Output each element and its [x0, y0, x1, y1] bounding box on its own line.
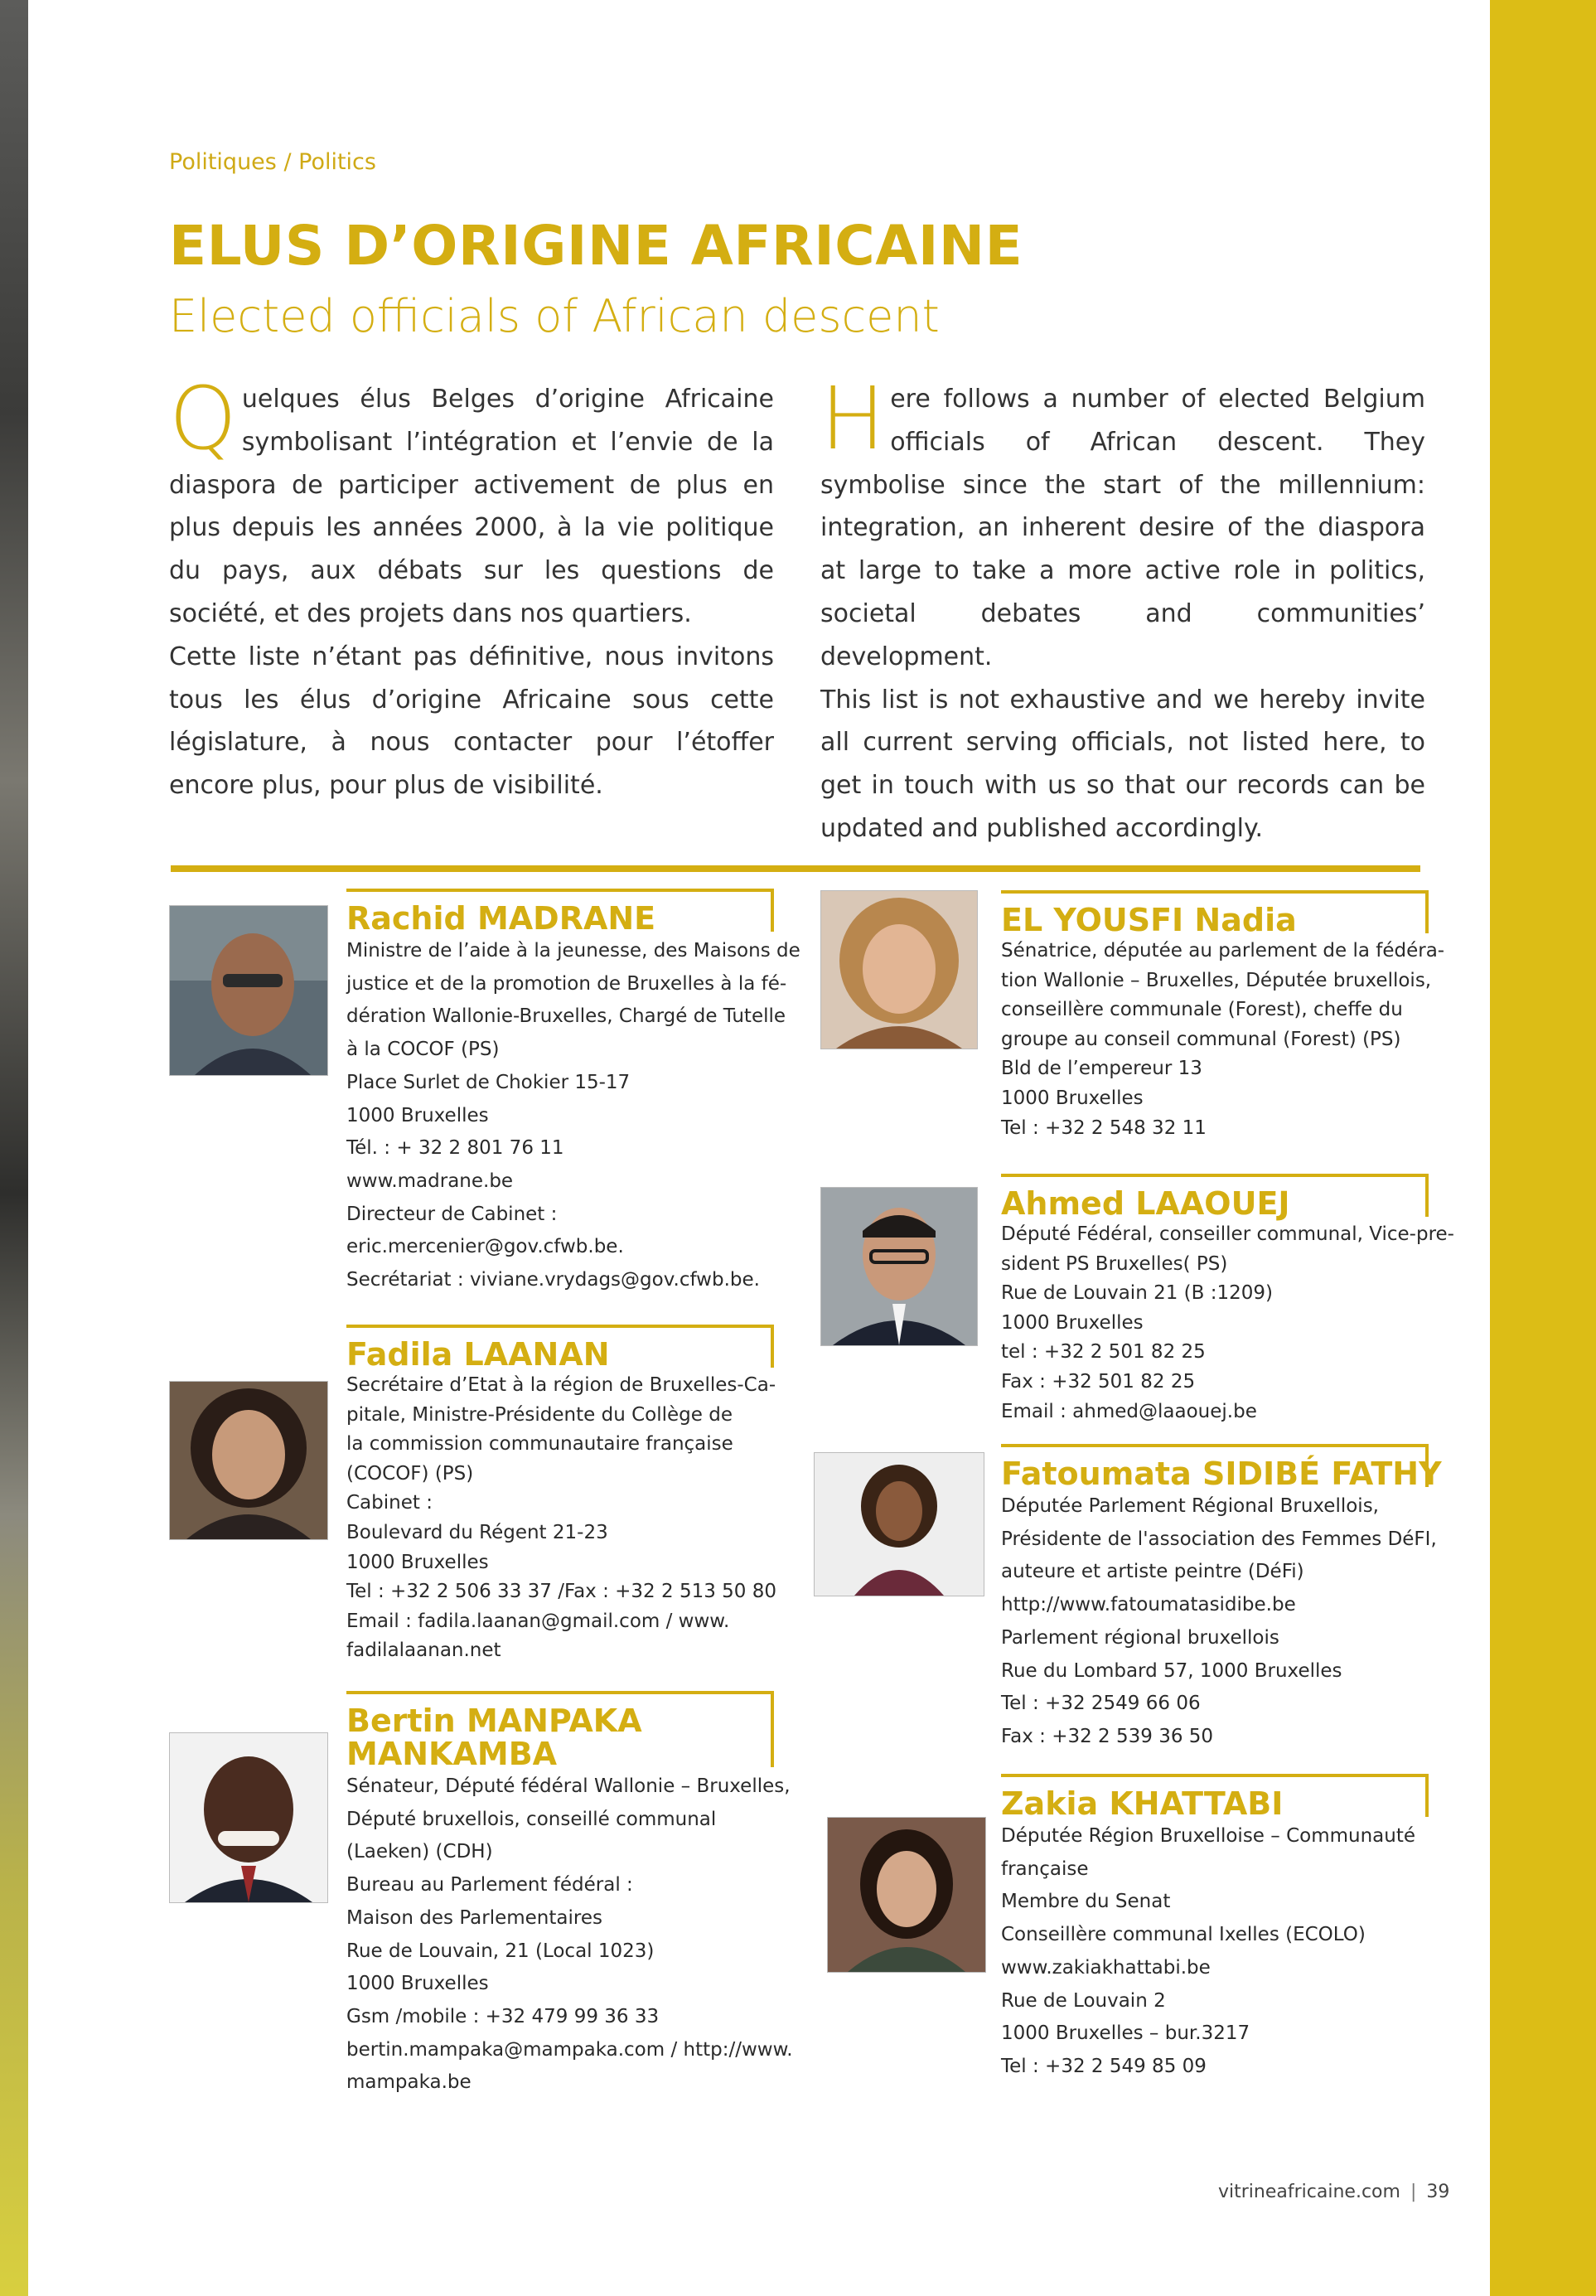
detail-line: 1000 Bruxelles: [1001, 1087, 1144, 1109]
portrait-photo: [820, 1187, 978, 1346]
page-subtitle: Elected officials of African descent: [169, 290, 940, 342]
detail-line: justice et de la promotion de Bruxelles à la fé-: [346, 972, 787, 995]
detail-line: www.madrane.be: [346, 1170, 514, 1192]
intro-text: ere follows a number of elected Belgium officials of African descent. They symbolise since the start of the millennium: integration, an inherent desire of the diaspora at large to take a more active role in politics, societal debates and communities’ development.: [820, 385, 1425, 671]
detail-line: mampaka.be: [346, 2071, 472, 2094]
detail-line: à la COCOF (PS): [346, 1039, 500, 1061]
detail-line: Secrétariat : viviane.vrydags@gov.cfwb.be.: [346, 1269, 760, 1291]
detail-line: pitale, Ministre-Présidente du Collège de: [346, 1403, 733, 1426]
official-name: Zakia KHATTABI: [1001, 1785, 1284, 1822]
detail-line: Conseillère communal Ixelles (ECOLO): [1001, 1924, 1366, 1946]
detail-line: la commission communautaire française: [346, 1433, 733, 1456]
official-card: [346, 889, 800, 1297]
detail-line: Fax : +32 501 82 25: [1001, 1370, 1196, 1393]
official-name: Ahmed LAAOUEJ: [1001, 1185, 1290, 1222]
detail-line: groupe au conseil communal (Forest) (PS): [1001, 1028, 1401, 1050]
dropcap: H: [820, 368, 886, 469]
detail-line: Gsm /mobile : +32 479 99 36 33: [346, 2005, 660, 2027]
detail-line: Tel : +32 2 548 32 11: [1001, 1117, 1207, 1139]
detail-line: tion Wallonie – Bruxelles, Députée bruxellois,: [1001, 969, 1432, 991]
official-card: [1001, 890, 1445, 1143]
official-details: [346, 1371, 777, 1666]
official-name: EL YOUSFI Nadia: [1001, 902, 1297, 938]
footer-separator: |: [1410, 2182, 1417, 2202]
page-footer: [1218, 2182, 1449, 2202]
detail-line: française: [1001, 1858, 1089, 1880]
official-card: [346, 1325, 777, 1666]
name-frame: [346, 1691, 774, 1772]
detail-line: 1000 Bruxelles: [346, 1973, 489, 1995]
detail-line: dération Wallonie-Bruxelles, Chargé de Tutelle: [346, 1005, 786, 1028]
official-name: Fadila LAANAN: [346, 1336, 610, 1373]
detail-line: 1000 Bruxelles: [1001, 1311, 1144, 1334]
detail-line: Email : fadila.laanan@gmail.com / www.: [346, 1610, 730, 1632]
detail-line: Tél. : + 32 2 801 76 11: [346, 1137, 564, 1160]
detail-line: 1000 Bruxelles: [346, 1551, 489, 1573]
detail-line: Rue de Louvain 21 (B :1209): [1001, 1282, 1273, 1305]
portrait-photo: [814, 1452, 984, 1596]
name-frame: [1001, 1774, 1429, 1822]
detail-line: Boulevard du Régent 21-23: [346, 1521, 608, 1543]
detail-line: Sénateur, Député fédéral Wallonie – Bruxelles,: [346, 1775, 791, 1797]
detail-line: bertin.mampaka@mampaka.com / http://www.: [346, 2038, 793, 2061]
detail-line: Députée Parlement Régional Bruxellois,: [1001, 1495, 1379, 1517]
name-frame: [1001, 890, 1429, 938]
detail-line: Directeur de Cabinet :: [346, 1203, 558, 1225]
name-frame: [346, 889, 774, 937]
portrait-photo: [820, 890, 978, 1049]
official-name: Fatoumata SIDIBÉ FATHY: [1001, 1456, 1442, 1492]
detail-line: (COCOF) (PS): [346, 1462, 474, 1485]
detail-line: Présidente de l'association des Femmes DéFI,: [1001, 1528, 1437, 1550]
left-edge-photo-strip: [0, 0, 28, 2296]
detail-line: Fax : +32 2 539 36 50: [1001, 1725, 1214, 1747]
official-card: [1001, 1774, 1429, 2084]
detail-line: Bld de l’empereur 13: [1001, 1058, 1202, 1080]
detail-line: sident PS Bruxelles( PS): [1001, 1252, 1228, 1275]
detail-line: Cabinet :: [346, 1492, 433, 1514]
breadcrumb: Politiques / Politics: [169, 149, 376, 175]
right-accent-bar: [1490, 0, 1596, 2296]
official-card: [1001, 1174, 1454, 1427]
detail-line: Secrétaire d’Etat à la région de Bruxelles-Ca-: [346, 1374, 776, 1396]
detail-line: Maison des Parlementaires: [346, 1906, 602, 1929]
official-card: [346, 1691, 793, 2100]
official-name: MANKAMBA: [346, 1736, 558, 1772]
detail-line: Email : ahmed@laaouej.be: [1001, 1400, 1257, 1422]
section-divider: [171, 865, 1420, 872]
official-card: [1001, 1444, 1442, 1754]
official-details: [346, 935, 800, 1297]
detail-line: Député Fédéral, conseiller communal, Vice-pre-: [1001, 1223, 1454, 1245]
detail-line: 1000 Bruxelles – bur.3217: [1001, 2022, 1250, 2045]
intro-text: uelques élus Belges d’origine Africaine symbolisant l’intégration et l’envie de la diaspora de participer activement de plus en plus depuis les années 2000, à la vie politique du pays, aux débats sur les questions de société, et des projets dans nos quartiers.: [169, 385, 774, 628]
detail-line: Parlement régional bruxellois: [1001, 1626, 1279, 1649]
official-details: [1001, 1490, 1437, 1754]
portrait-photo: [169, 1732, 328, 1903]
intro-english-paragraph-2: This list is not exhaustive and we hereby invite all current serving officials, not listed here, to get in touch with us so that our records can be updated and published accordingly.: [820, 685, 1425, 843]
detail-line: Bureau au Parlement fédéral :: [346, 1874, 633, 1896]
intro-french-paragraph-2: Cette liste n’étant pas définitive, nous invitons tous les élus d’origine Africaine sous cette législature, à nous contacter pour l’étoffer encore plus, pour plus de visibilité.: [169, 642, 774, 801]
intro-french: [169, 368, 774, 807]
official-name: Bertin MANPAKA: [346, 1703, 642, 1739]
official-details: [1001, 937, 1445, 1143]
detail-line: Tel : +32 2549 66 06: [1001, 1693, 1201, 1715]
official-details: [1001, 1820, 1429, 2084]
intro-english-paragraph-1: [820, 368, 1425, 679]
detail-line: Rue de Louvain 2: [1001, 1989, 1166, 2012]
detail-line: www.zakiakhattabi.be: [1001, 1956, 1211, 1979]
detail-line: tel : +32 2 501 82 25: [1001, 1341, 1206, 1364]
intro-french-paragraph-1: [169, 368, 774, 636]
detail-line: http://www.fatoumatasidibe.be: [1001, 1594, 1296, 1616]
footer-site: vitrineafricaine.com: [1218, 2182, 1400, 2202]
detail-line: Tel : +32 2 549 85 09: [1001, 2055, 1207, 2077]
detail-line: 1000 Bruxelles: [346, 1104, 489, 1126]
portrait-photo: [169, 905, 328, 1076]
detail-line: Rue de Louvain, 21 (Local 1023): [346, 1940, 655, 1962]
dropcap: Q: [169, 368, 237, 469]
detail-line: auteure et artiste peintre (DéFi): [1001, 1561, 1304, 1583]
detail-line: Député bruxellois, conseillé communal: [346, 1808, 717, 1830]
official-details: [346, 1770, 793, 2100]
page-title: ELUS D’ORIGINE AFRICAINE: [169, 214, 1023, 278]
detail-line: Sénatrice, députée au parlement de la fédéra-: [1001, 940, 1445, 962]
intro-english: [820, 368, 1425, 850]
portrait-photo: [169, 1381, 328, 1540]
detail-line: Députée Région Bruxelloise – Communauté: [1001, 1825, 1416, 1847]
detail-line: Membre du Senat: [1001, 1891, 1171, 1913]
portrait-photo: [827, 1817, 986, 1973]
name-frame: [1001, 1174, 1429, 1222]
name-frame: [346, 1325, 774, 1373]
detail-line: Place Surlet de Chokier 15-17: [346, 1071, 631, 1093]
detail-line: fadilalaanan.net: [346, 1640, 501, 1662]
detail-line: (Laeken) (CDH): [346, 1841, 493, 1863]
official-details: [1001, 1220, 1454, 1427]
name-frame: [1001, 1444, 1442, 1492]
detail-line: Ministre de l’aide à la jeunesse, des Maisons de: [346, 940, 800, 962]
detail-line: Tel : +32 2 506 33 37 /Fax : +32 2 513 50 80: [346, 1581, 777, 1603]
detail-line: eric.mercenier@gov.cfwb.be.: [346, 1236, 624, 1258]
page-number: 39: [1426, 2182, 1450, 2202]
official-name: Rachid MADRANE: [346, 900, 656, 937]
detail-line: Rue du Lombard 57, 1000 Bruxelles: [1001, 1659, 1342, 1682]
detail-line: conseillère communale (Forest), cheffe du: [1001, 999, 1403, 1021]
